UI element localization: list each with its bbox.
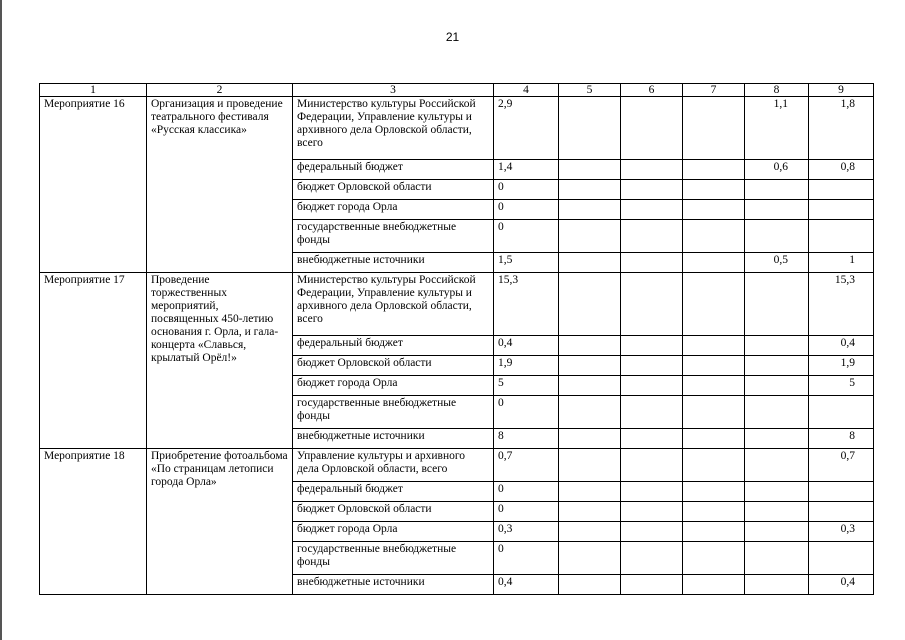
cell-col9: 1,9	[809, 356, 874, 376]
table-row	[40, 273, 874, 336]
cell-col6	[621, 97, 683, 160]
funding-source: Министерство культуры Российской Федерации, Управление культуры и архивного дела Орловской области, всего	[293, 97, 494, 160]
cell-col5	[559, 253, 621, 273]
cell-col6	[621, 180, 683, 200]
cell-col7	[683, 376, 745, 396]
col-number: 3	[293, 84, 494, 97]
cell-col5	[559, 449, 621, 482]
cell-col7	[683, 200, 745, 220]
cell-col9	[809, 482, 874, 502]
funding-source: бюджет Орловской области	[293, 180, 494, 200]
cell-col9	[809, 542, 874, 575]
cell-col9: 15,3	[809, 273, 874, 336]
cell-col8: 0,6	[745, 160, 809, 180]
funding-source: бюджет Орловской области	[293, 356, 494, 376]
cell-col6	[621, 449, 683, 482]
funding-source: федеральный бюджет	[293, 336, 494, 356]
cell-col8	[745, 502, 809, 522]
cell-col7	[683, 253, 745, 273]
cell-col5	[559, 160, 621, 180]
cell-col6	[621, 160, 683, 180]
cell-col9: 1,8	[809, 97, 874, 160]
cell-col8	[745, 273, 809, 336]
cell-col4: 0	[494, 200, 559, 220]
cell-col7	[683, 575, 745, 595]
cell-col6	[621, 429, 683, 449]
cell-col6	[621, 575, 683, 595]
cell-col5	[559, 522, 621, 542]
cell-col5	[559, 356, 621, 376]
cell-col4: 0,7	[494, 449, 559, 482]
cell-col4: 0,4	[494, 336, 559, 356]
cell-col7	[683, 273, 745, 336]
cell-col9: 0,8	[809, 160, 874, 180]
cell-col9	[809, 200, 874, 220]
col-number: 7	[683, 84, 745, 97]
cell-col8	[745, 336, 809, 356]
funding-source: бюджет Орловской области	[293, 502, 494, 522]
col-number: 1	[40, 84, 147, 97]
cell-col5	[559, 97, 621, 160]
cell-col4: 0	[494, 542, 559, 575]
cell-col5	[559, 502, 621, 522]
funding-source: государственные внебюджетные фонды	[293, 542, 494, 575]
cell-col9: 0,4	[809, 575, 874, 595]
cell-col5	[559, 200, 621, 220]
cell-col9	[809, 396, 874, 429]
cell-col9	[809, 502, 874, 522]
col-number: 8	[745, 84, 809, 97]
col-number: 6	[621, 84, 683, 97]
cell-col4: 1,5	[494, 253, 559, 273]
activity-name: Мероприятие 17	[40, 273, 147, 449]
funding-source: федеральный бюджет	[293, 160, 494, 180]
cell-col7	[683, 356, 745, 376]
cell-col7	[683, 336, 745, 356]
cell-col4: 0	[494, 396, 559, 429]
cell-col8	[745, 180, 809, 200]
cell-col7	[683, 220, 745, 253]
cell-col6	[621, 542, 683, 575]
cell-col5	[559, 575, 621, 595]
cell-col5	[559, 429, 621, 449]
cell-col9	[809, 180, 874, 200]
cell-col6	[621, 522, 683, 542]
funding-source: бюджет города Орла	[293, 522, 494, 542]
cell-col8	[745, 200, 809, 220]
cell-col4: 8	[494, 429, 559, 449]
cell-col9: 0,7	[809, 449, 874, 482]
cell-col9: 0,3	[809, 522, 874, 542]
cell-col7	[683, 97, 745, 160]
cell-col9: 1	[809, 253, 874, 273]
cell-col4: 0,3	[494, 522, 559, 542]
activity-name: Мероприятие 18	[40, 449, 147, 595]
activity-name: Мероприятие 16	[40, 97, 147, 273]
cell-col8	[745, 376, 809, 396]
cell-col5	[559, 396, 621, 429]
funding-source: внебюджетные источники	[293, 253, 494, 273]
cell-col7	[683, 542, 745, 575]
activity-title: Организация и проведение театрального фестиваля «Русская классика»	[147, 97, 293, 273]
funding-source: внебюджетные источники	[293, 575, 494, 595]
cell-col4: 0,4	[494, 575, 559, 595]
cell-col7	[683, 449, 745, 482]
funding-source: бюджет города Орла	[293, 200, 494, 220]
table-row	[40, 449, 874, 482]
col-number: 5	[559, 84, 621, 97]
funding-source: государственные внебюджетные фонды	[293, 396, 494, 429]
cell-col9: 0,4	[809, 336, 874, 356]
cell-col4: 5	[494, 376, 559, 396]
funding-source: государственные внебюджетные фонды	[293, 220, 494, 253]
cell-col4: 0	[494, 502, 559, 522]
cell-col8	[745, 482, 809, 502]
activity-title: Приобретение фотоальбома «По страницам летописи города Орла»	[147, 449, 293, 595]
funding-source: бюджет города Орла	[293, 376, 494, 396]
cell-col8	[745, 449, 809, 482]
cell-col6	[621, 273, 683, 336]
cell-col5	[559, 220, 621, 253]
cell-col5	[559, 273, 621, 336]
cell-col6	[621, 220, 683, 253]
cell-col4: 0	[494, 220, 559, 253]
table-row	[40, 97, 874, 160]
cell-col4: 0	[494, 482, 559, 502]
cell-col8	[745, 522, 809, 542]
cell-col6	[621, 376, 683, 396]
cell-col4: 2,9	[494, 97, 559, 160]
cell-col5	[559, 336, 621, 356]
cell-col7	[683, 502, 745, 522]
cell-col6	[621, 336, 683, 356]
cell-col7	[683, 482, 745, 502]
cell-col8	[745, 429, 809, 449]
cell-col5	[559, 542, 621, 575]
cell-col6	[621, 200, 683, 220]
activity-title: Проведение торжественных мероприятий, посвященных 450-летию основания г. Орла, и гала-концерта «Славься, крылатый Орёл!»	[147, 273, 293, 449]
cell-col5	[559, 482, 621, 502]
cell-col7	[683, 180, 745, 200]
cell-col4: 15,3	[494, 273, 559, 336]
funding-source: Министерство культуры Российской Федерации, Управление культуры и архивного дела Орловской области, всего	[293, 273, 494, 336]
column-number-row	[40, 84, 874, 97]
cell-col8	[745, 396, 809, 429]
cell-col7	[683, 160, 745, 180]
cell-col8: 0,5	[745, 253, 809, 273]
cell-col9	[809, 220, 874, 253]
cell-col5	[559, 376, 621, 396]
budget-table	[39, 83, 874, 595]
funding-source: внебюджетные источники	[293, 429, 494, 449]
cell-col8	[745, 542, 809, 575]
cell-col7	[683, 522, 745, 542]
cell-col6	[621, 482, 683, 502]
cell-col6	[621, 396, 683, 429]
cell-col4: 1,9	[494, 356, 559, 376]
col-number: 9	[809, 84, 874, 97]
page-number: 21	[445, 30, 460, 44]
page-left-edge	[0, 0, 2, 640]
cell-col8	[745, 575, 809, 595]
cell-col7	[683, 429, 745, 449]
cell-col6	[621, 502, 683, 522]
cell-col6	[621, 356, 683, 376]
cell-col6	[621, 253, 683, 273]
cell-col8: 1,1	[745, 97, 809, 160]
col-number: 2	[147, 84, 293, 97]
cell-col5	[559, 180, 621, 200]
cell-col7	[683, 396, 745, 429]
cell-col4: 0	[494, 180, 559, 200]
cell-col8	[745, 220, 809, 253]
funding-source: федеральный бюджет	[293, 482, 494, 502]
cell-col9: 5	[809, 376, 874, 396]
col-number: 4	[494, 84, 559, 97]
funding-source: Управление культуры и архивного дела Орловской области, всего	[293, 449, 494, 482]
cell-col9: 8	[809, 429, 874, 449]
cell-col4: 1,4	[494, 160, 559, 180]
cell-col8	[745, 356, 809, 376]
